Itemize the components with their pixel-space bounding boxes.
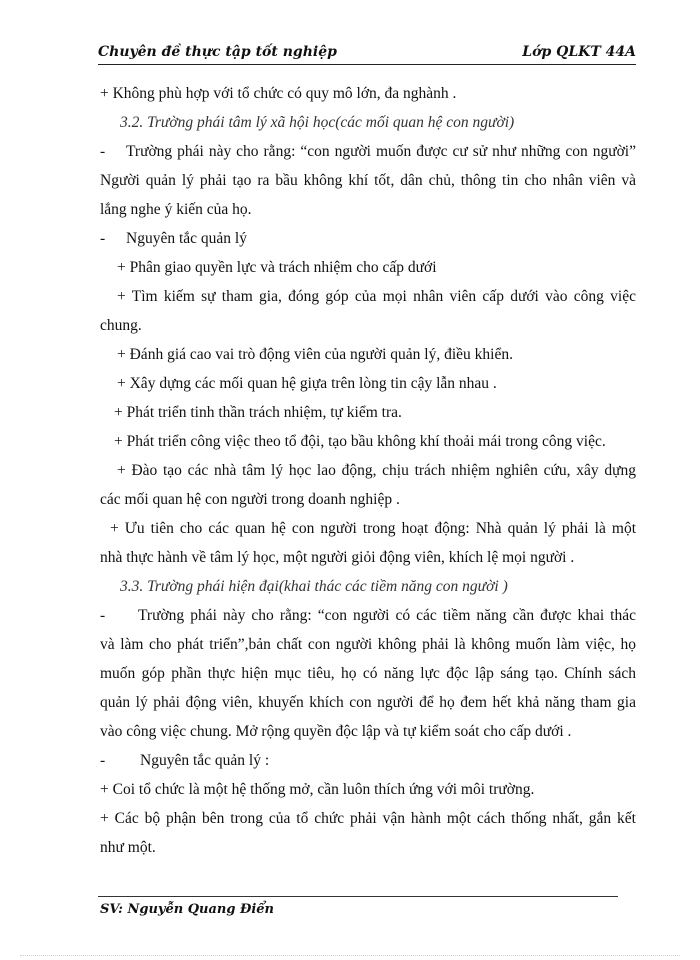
dash-marker: - <box>100 143 106 160</box>
header-title: Chuyên đề thực tập tốt nghiệp <box>98 44 337 60</box>
text-line: + Đánh giá cao vai trò động viên của người quản lý, điều khiển. <box>117 346 513 363</box>
section-heading: 3.2. Trường phái tâm lý xã hội học(các mối quan hệ con người) <box>120 114 515 131</box>
text-line: - Trường phái này cho rằng: “con người có các tiềm năng cần được khai thác <box>100 601 636 630</box>
text-line: + Không phù hợp với tổ chức có quy mô lớn, đa nghành . <box>100 85 457 102</box>
page-edge-divider <box>20 955 680 956</box>
text-line: vào công việc chung. Mở rộng quyền độc lập và tự kiểm soát cho cấp dưới . <box>100 723 572 740</box>
document-body <box>100 79 636 862</box>
text-line: + Ưu tiên cho các quan hệ con người trong hoạt động: Nhà quản lý phải là một <box>110 520 636 537</box>
text-line: + Tìm kiếm sự tham gia, đóng góp của mọi nhân viên cấp dưới vào công việc <box>117 288 636 305</box>
page-footer: SV: Nguyễn Quang Điển <box>100 902 275 917</box>
dash-marker: - <box>100 230 106 247</box>
page-header <box>98 40 636 65</box>
text-line: + Phát triển công việc theo tổ đội, tạo bầu không khí thoải mái trong công việc. <box>114 433 606 450</box>
text-line: như một. <box>100 839 156 856</box>
dash-marker: - <box>100 607 106 624</box>
dash-marker: - <box>100 752 106 769</box>
text-line: - Nguyên tắc quản lý <box>100 224 636 253</box>
section-heading: 3.3. Trường phái hiện đại(khai thác các tiềm năng con người ) <box>120 578 508 595</box>
text-line: nhà thực hành về tâm lý học, một người giỏi động viên, khích lệ mọi người . <box>100 549 575 566</box>
text-line: + Phân giao quyền lực và trách nhiệm cho cấp dưới <box>117 259 437 276</box>
text-line: - Trường phái này cho rằng: “con người muốn được cư sử như những con người” <box>100 137 636 166</box>
header-class: Lớp QLKT 44A <box>522 44 636 60</box>
text-line: các mối quan hệ con người trong doanh nghiệp . <box>100 491 400 508</box>
text-line: quản lý phải động viên, khuyến khích con người để họ đem hết khả năng tham gia <box>100 694 636 711</box>
text-line: + Đào tạo các nhà tâm lý học lao động, chịu trách nhiệm nghiên cứu, xây dựng <box>117 462 636 479</box>
text-line: + Xây dựng các mối quan hệ giựa trên lòng tin cậy lẫn nhau . <box>117 375 497 392</box>
text-line: lắng nghe ý kiến của họ. <box>100 201 252 218</box>
footer-divider <box>98 896 618 897</box>
text-line: muốn góp phần thực hiện mục tiêu, họ có năng lực độc lập sáng tạo. Chính sách <box>100 665 636 682</box>
text-line: + Các bộ phận bên trong của tổ chức phải vận hành một cách thống nhất, gắn kết <box>100 810 636 827</box>
text-line: chung. <box>100 317 142 334</box>
text-line: + Coi tổ chức là một hệ thống mở, cần luôn thích ứng với môi trường. <box>100 781 535 798</box>
text-line: Người quản lý phải tạo ra bầu không khí tốt, dân chủ, thông tin cho nhân viên và <box>100 172 636 189</box>
text-line: + Phát triển tinh thần trách nhiệm, tự kiểm tra. <box>114 404 402 421</box>
text-line: và làm cho phát triển”,bản chất con người không phải là không muốn làm việc, họ <box>100 636 636 653</box>
text-line: - Nguyên tắc quản lý : <box>100 746 636 775</box>
